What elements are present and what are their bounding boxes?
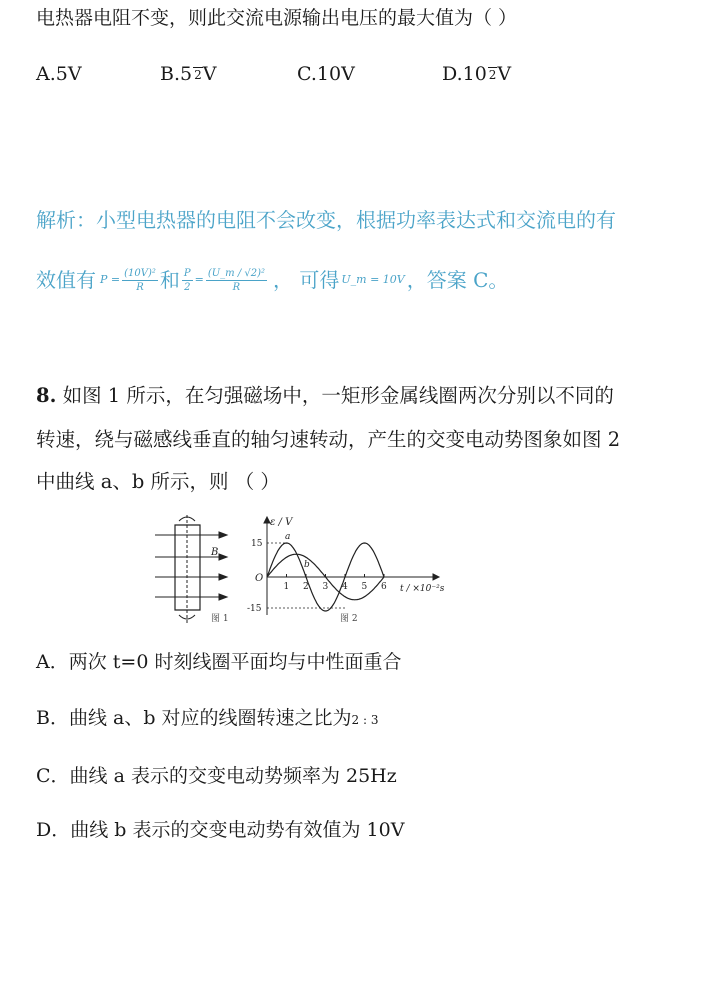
result-formula: U_m = 10V	[341, 273, 405, 286]
q7-option-d[interactable]: D.10 2V	[442, 63, 512, 85]
x-tick-label: 6	[381, 582, 387, 592]
arrow-icon	[219, 532, 227, 538]
arrow-icon	[219, 574, 227, 580]
q8-option-d[interactable]: D．曲线 b 表示的交变电动势有效值为 10V	[36, 819, 405, 841]
y-min-label: -15	[247, 604, 262, 614]
y-axis-label: ε / V	[270, 517, 293, 528]
x-tick-label: 1	[283, 582, 290, 592]
arrow-icon	[219, 594, 227, 600]
q7-stem-tail: 电热器电阻不变，则此交流电源输出电压的最大值为（ ）	[36, 7, 518, 29]
q8-stem-line-1: 8. 如图 1 所示，在匀强磁场中，一矩形金属线圈两次分别以不同的	[36, 384, 614, 407]
x-tick-label: 4	[342, 582, 348, 592]
formula-2-lhs-fraction: $\frac{P}{2}$	[183, 267, 191, 293]
analysis-line-2: 效值有 P = $\frac{\text{(10V)²}}{R}$ 和 $\frac{P}{2}$ = $\frac{\text{(U\_m / √2)²}}{R}$ ， 可得 U_m = 10V ，答案 C。	[36, 260, 508, 300]
sqrt-2: 2	[194, 68, 202, 82]
formula-p-lhs: P =	[100, 273, 121, 286]
q7-option-a[interactable]: A.5V	[36, 63, 82, 85]
x-tick-label: 2	[303, 582, 309, 592]
formula-1-fraction: $\frac{\text{(10V)²}}{R}$	[124, 267, 156, 293]
figure-1-caption: 图 1	[211, 614, 229, 624]
figures	[145, 515, 445, 630]
q8-option-b[interactable]: B．曲线 a、b 对应的线圈转速之比为2 : 3	[36, 707, 379, 729]
q8-stem-line-2: 转速，绕与磁感线垂直的轴匀速转动，产生的交变电动势图象如图 2	[36, 428, 621, 451]
q7-option-b[interactable]: B.5 2V	[160, 63, 217, 85]
x-tick-label: 5	[361, 582, 368, 592]
curve-b-label: b	[304, 560, 310, 570]
figure-2-caption: 图 2	[340, 614, 358, 624]
x-axis-label: t / ×10⁻²s	[400, 584, 445, 594]
sqrt-2: 2	[488, 68, 497, 82]
arrow-icon	[219, 554, 227, 560]
y-max-label: 15	[251, 539, 263, 549]
analysis-line-1: 解析：小型电热器的电阻不会改变，根据功率表达式和交流电的有	[36, 208, 616, 232]
curve-a-label: a	[285, 532, 291, 542]
x-tick-label: 3	[322, 582, 329, 592]
formula-2-rhs-fraction: $\frac{\text{(U\_m / √2)²}}{R}$	[207, 267, 266, 293]
x-axis-arrow-icon	[433, 574, 439, 580]
question-number: 8.	[36, 384, 57, 407]
figure-1	[155, 515, 227, 623]
q8-stem-line-3: 中曲线 a、b 所示，则 （ ）	[36, 470, 280, 493]
q8-option-a[interactable]: A．两次 t=0 时刻线圈平面均与中性面重合	[36, 651, 402, 673]
q8-option-c[interactable]: C．曲线 a 表示的交变电动势频率为 25Hz	[36, 765, 397, 787]
q7-option-c[interactable]: C.10V	[297, 63, 355, 85]
field-label: B	[211, 547, 219, 558]
origin-label: O	[255, 573, 264, 584]
